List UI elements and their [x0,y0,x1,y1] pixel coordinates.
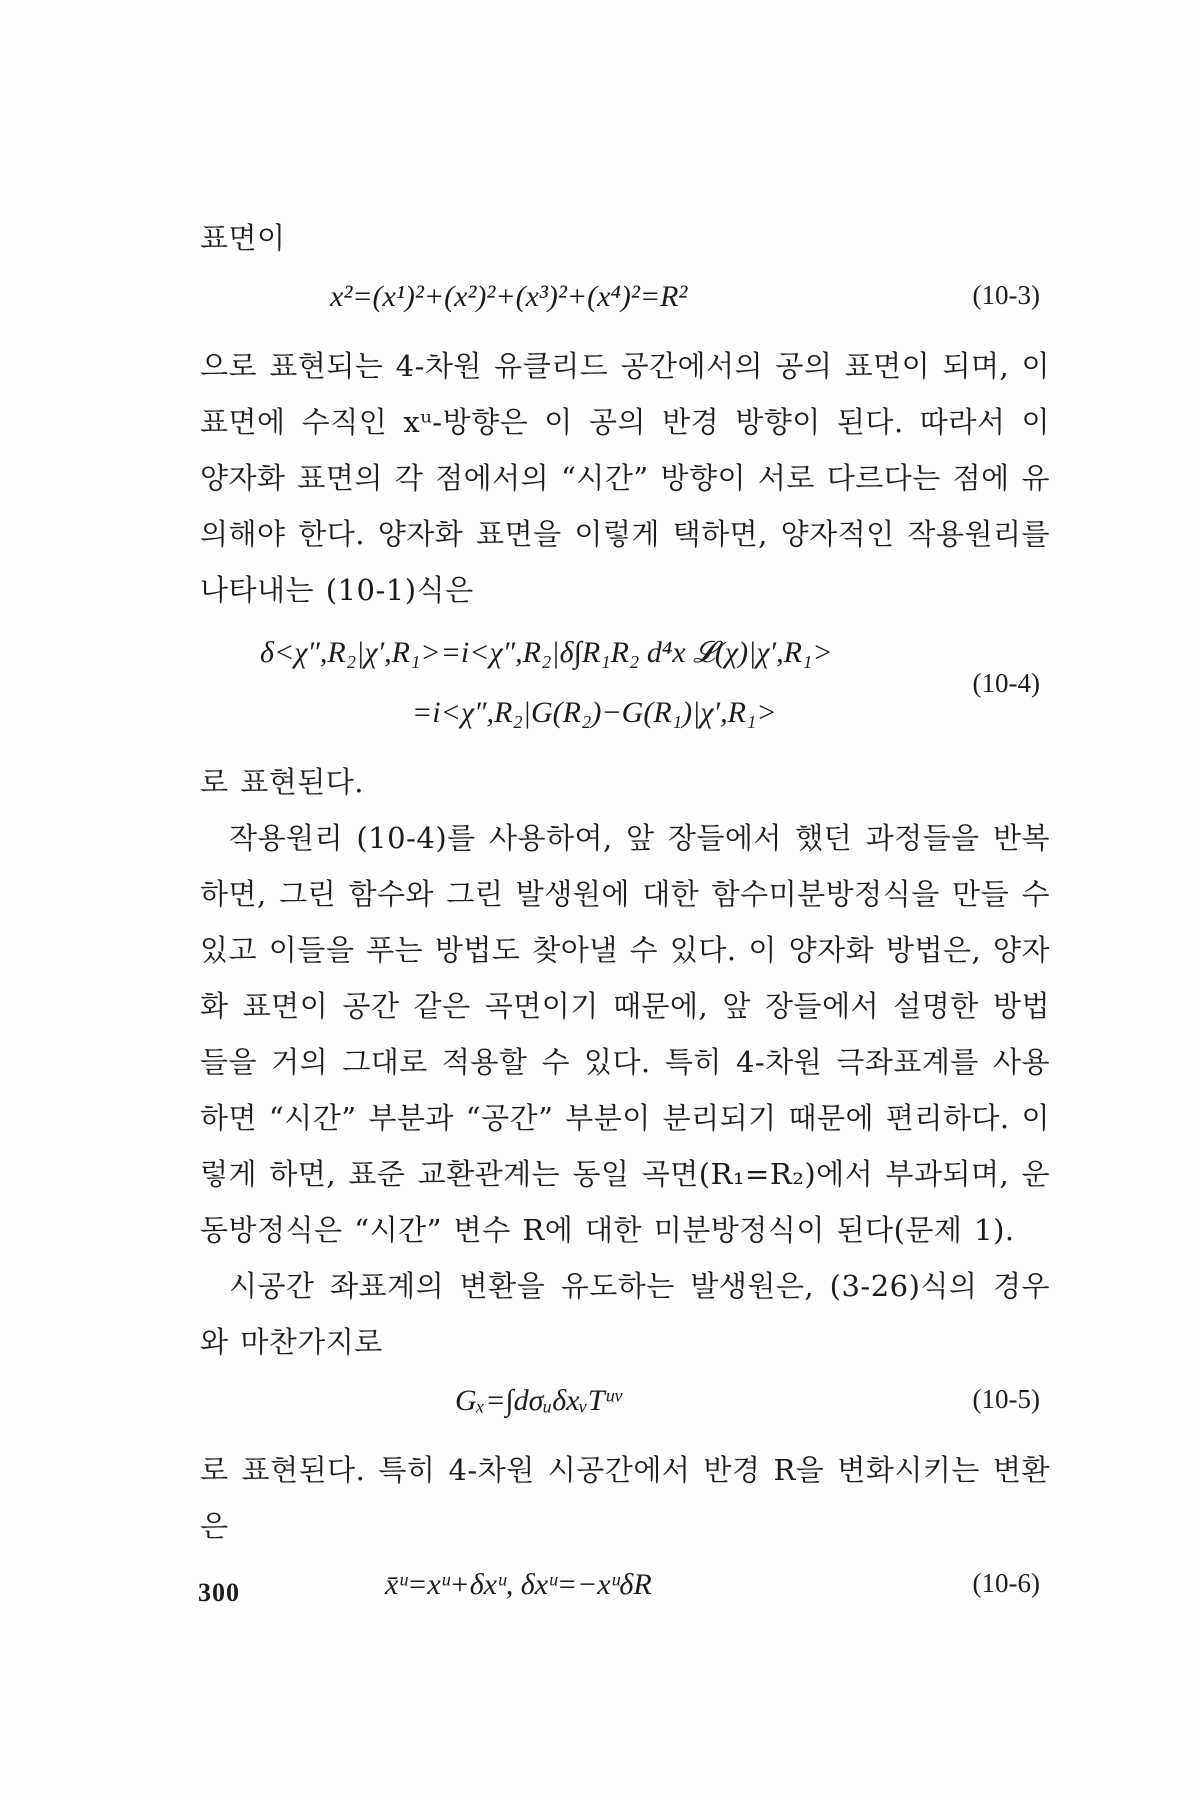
equation-10-3 [200,266,1050,338]
equation-10-3-expression: x²=(x¹)²+(x²)²+(x³)²+(x⁴)²=R² [330,280,688,313]
paragraph-4: 작용원리 (10-4)를 사용하여, 앞 장들에서 했던 과정들을 반복하면, 그린 함수와 그린 발생원에 대한 함수미분방정식을 만들 수 있고 이들을 푸는 방법도 찾아낼 수 있다. 이 양자화 방법은, 양자화 표면이 공간 같은 곡면이기 때문에, 앞 장들에서 설명한 방법들을 거의 그대로 적용할 수 있다. 특히 4-차원 극좌표계를 사용하면 “시간” 부분과 “공간” 부분이 분리되기 때문에 편리하다. 이렇게 하면, 표준 교환관계는 동일 곡면(R₁=R₂)에서 부과되며, 운동방정식은 “시간” 변수 R에 대한 미분방정식이 된다(문제 1). [200,821,1050,1247]
equation-10-4-line-2: =i<χ″,R₂|G(R₂)−G(R₁)|χ′,R₁> [412,696,777,729]
page-number: 300 [198,1578,240,1607]
paragraph-1: 표면이 [200,221,286,255]
paragraph-5: 시공간 좌표계의 변환을 유도하는 발생원은, (3-26)식의 경우와 마찬가지로 [200,1269,1050,1359]
paragraph-6: 로 표현된다. 특히 4-차원 시공간에서 반경 R을 변화시키는 변환은 [200,1453,1050,1543]
equation-10-5-expression: Gₓ=∫dσᵤδxᵥTᵘᵛ [455,1384,622,1417]
equation-10-6-expression: x̄ᵘ=xᵘ+δxᵘ, δxᵘ=−xᵘδR [385,1568,652,1601]
equation-10-5 [200,1370,1050,1442]
paragraph-2: 으로 표현되는 4-차원 유클리드 공간에서의 공의 표면이 되며, 이 표면에 수직인 xᵘ-방향은 이 공의 반경 방향이 된다. 따라서 이 양자화 표면의 각 점에서의 “시간” 방향이 서로 다르다는 점에 유의해야 한다. 양자화 표면을 이렇게 택하면, 양자적인 작용원리를 나타내는 (10-1)식은 [200,349,1050,607]
paragraph-3: 로 표현된다. [200,765,365,799]
equation-10-4-number: (10-4) [972,668,1040,698]
equation-10-4 [200,618,1050,754]
equation-10-3-number: (10-3) [972,280,1040,310]
page-body [200,210,1050,1626]
equation-10-6 [200,1554,1050,1626]
equation-10-4-line-1: δ<χ″,R₂|χ′,R₁>=i<χ″,R₂|δ∫R₁R₂ d⁴x 𝓛(χ)|χ′,R₁> [260,636,833,669]
equation-10-6-number: (10-6) [972,1568,1040,1598]
equation-10-5-number: (10-5) [972,1384,1040,1414]
